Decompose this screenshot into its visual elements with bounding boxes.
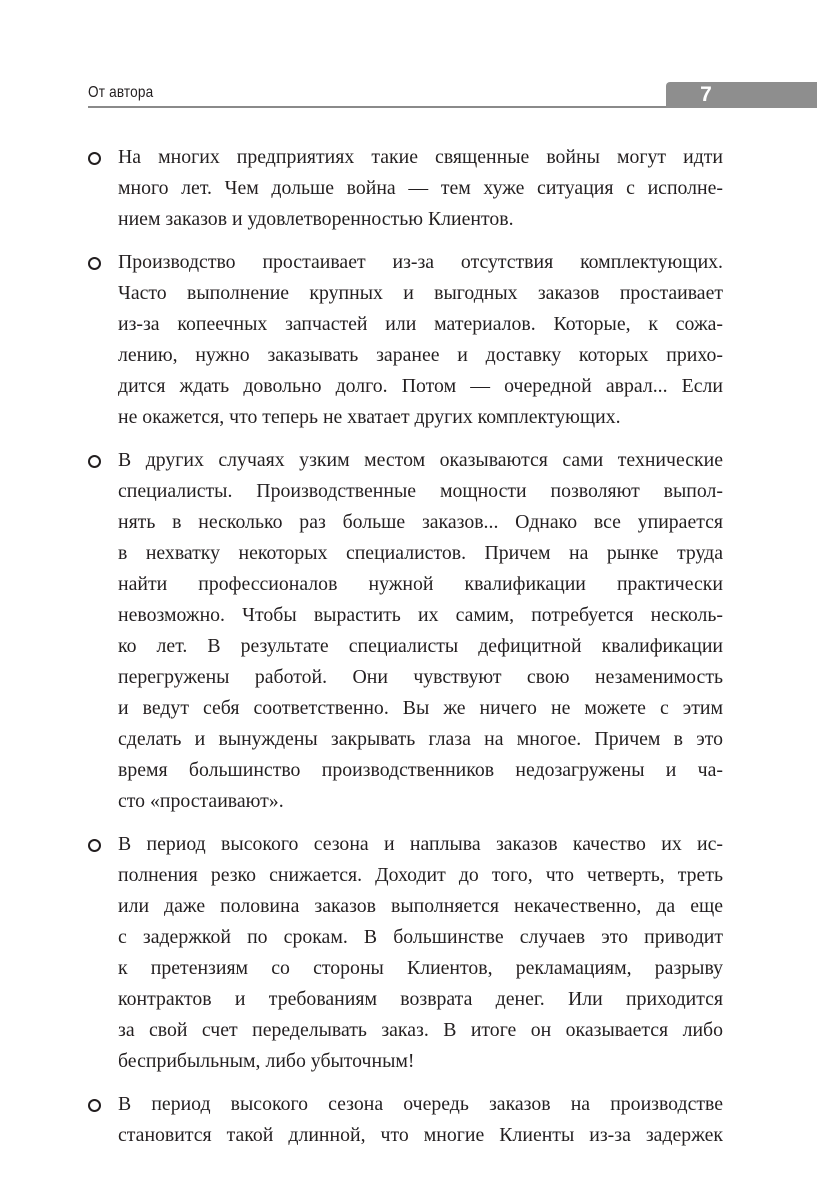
text-line: с задержкой по срокам. В большинстве случаев это приводит: [118, 926, 723, 948]
page-number-tab: [666, 82, 817, 108]
text-line: дится ждать довольно долго. Потом — очередной аврал... Если: [118, 375, 723, 397]
circle-bullet-icon: [88, 152, 101, 165]
text-line: время большинство производственников недозагружены и ча-: [118, 759, 723, 781]
circle-bullet-icon: [88, 257, 101, 270]
text-line: Часто выполнение крупных и выгодных заказов простаивает: [118, 282, 723, 304]
text-line: или даже половина заказов выполняется некачественно, да еще: [118, 895, 723, 917]
bullet-paragraph: [83, 829, 723, 1077]
text-line: сделать и вынуждены закрывать глаза на многое. Причем в это: [118, 728, 723, 750]
bullet-paragraph: [83, 1089, 723, 1151]
text-line: На многих предприятиях такие священные войны могут идти: [118, 146, 723, 168]
circle-bullet-icon: [88, 455, 101, 468]
text-line: ко лет. В результате специалисты дефицитной квалификации: [118, 635, 723, 657]
running-header-title: От автора: [88, 84, 154, 101]
text-line: найти профессионалов нужной квалификации практически: [118, 573, 723, 595]
text-line: полнения резко снижается. Доходит до того, что четверть, треть: [118, 864, 723, 886]
text-line: нием заказов и удовлетворенностью Клиентов.: [118, 208, 514, 230]
bullet-paragraph: [83, 247, 723, 433]
text-line: В период высокого сезона очередь заказов на производстве: [118, 1093, 723, 1115]
text-line: сто «простаивают».: [118, 790, 284, 812]
text-line: специалисты. Производственные мощности позволяют выпол-: [118, 480, 723, 502]
circle-bullet-icon: [88, 839, 101, 852]
circle-bullet-icon: [88, 1099, 101, 1112]
text-line: и ведут себя соответственно. Вы же ничего не можете с этим: [118, 697, 723, 719]
text-line: лению, нужно заказывать заранее и доставку которых прихо-: [118, 344, 723, 366]
text-line: за свой счет переделывать заказ. В итоге он оказывается либо: [118, 1019, 723, 1041]
text-line: Производство простаивает из-за отсутствия комплектующих.: [118, 251, 723, 273]
bullet-paragraph: [83, 142, 723, 235]
text-line: к претензиям со стороны Клиентов, рекламациям, разрыву: [118, 957, 723, 979]
page-number: 7: [700, 83, 712, 106]
bullet-paragraph: [83, 445, 723, 817]
text-line: нять в несколько раз больше заказов... Однако все упирается: [118, 511, 723, 533]
text-line: много лет. Чем дольше война — тем хуже ситуация с исполне-: [118, 177, 723, 199]
text-line: В других случаях узким местом оказываются сами технические: [118, 449, 723, 471]
text-line: невозможно. Чтобы вырастить их самим, потребуется несколь-: [118, 604, 723, 626]
text-line: перегружены работой. Они чувствуют свою незаменимость: [118, 666, 723, 688]
text-line: в нехватку некоторых специалистов. Причем на рынке труда: [118, 542, 723, 564]
text-line: контрактов и требованиям возврата денег. Или приходится: [118, 988, 723, 1010]
text-line: из-за копеечных запчастей или материалов. Которые, к сожа-: [118, 313, 723, 335]
body-text: [83, 142, 723, 1163]
text-line: не окажется, что теперь не хватает других комплектующих.: [118, 406, 621, 428]
text-line: В период высокого сезона и наплыва заказов качество их ис-: [118, 833, 723, 855]
header-rule: [88, 106, 678, 108]
text-line: становится такой длинной, что многие Клиенты из-за задержек: [118, 1124, 723, 1146]
text-line: бесприбыльным, либо убыточным!: [118, 1050, 415, 1072]
